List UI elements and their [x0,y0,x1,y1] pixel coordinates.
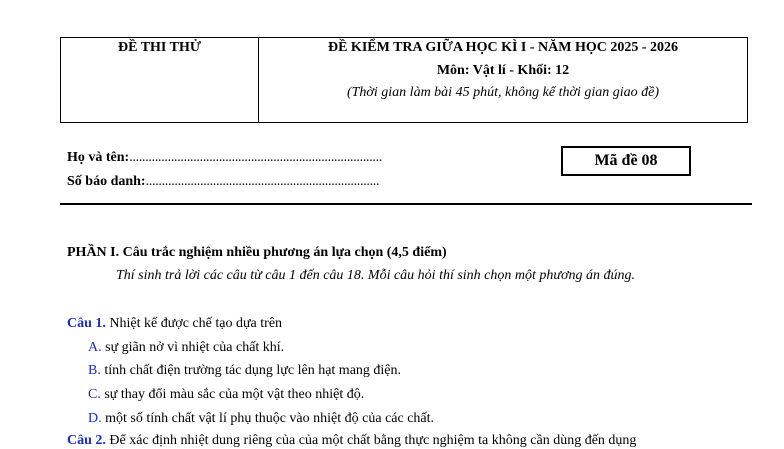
exam-title: ĐỀ KIỂM TRA GIỮA HỌC KÌ I - NĂM HỌC 2025 - 2026 [327,40,678,55]
question-2-label: Câu 2. [67,433,106,448]
question-1-option-d [88,411,434,427]
part1-instruction: Thí sinh trả lời các câu từ câu 1 đến câu 18. Mỗi câu hỏi thí sinh chọn một phương án đúng. [116,268,636,283]
option-d-label: D. [88,411,102,426]
option-c-label: C. [88,387,101,402]
question-1-option-a [88,340,284,356]
question-1-option-b [88,363,401,379]
student-id-dots: ......................................................................... [145,174,380,189]
part1-title: PHẦN I. Câu trắc nghiệm nhiều phương án lựa chọn (4,5 điểm) [67,245,447,260]
option-a-label: A. [88,340,102,355]
header-left-cell [61,38,259,122]
student-id-line [67,174,379,190]
question-1-option-c [88,387,364,403]
option-c-text: sự thay đổi màu sắc của một vật theo nhiệt độ. [100,387,365,402]
header-right-cell [259,38,747,122]
exam-code: Mã đề 08 [594,152,658,169]
student-name-line [67,150,382,166]
student-name-dots: ............................................................................... [129,150,383,165]
header-table [60,37,748,123]
question-1 [67,316,282,332]
practice-exam-label: ĐỀ THI THỬ [118,40,201,55]
subject-line: Môn: Vật lí - Khối: 12 [436,63,570,78]
question-2-text: Để xác định nhiệt dung riêng của của một chất bằng thực nghiệm ta không cần dùng đến dụng [105,433,637,448]
time-note: (Thời gian làm bài 45 phút, không kể thời gian giao đề) [346,85,660,100]
exam-code-box [561,146,691,176]
option-d-text: một số tính chất vật lí phụ thuộc vào nhiệt độ của các chất. [101,411,435,426]
student-id-label: Số báo danh: [67,174,146,189]
question-1-text: Nhiệt kế được chế tạo dựa trên [105,316,283,331]
student-name-label: Họ và tên: [67,150,130,165]
header-divider [60,203,752,205]
option-b-text: tính chất điện trường tác dụng lực lên hạt mang điện. [100,363,402,378]
option-b-label: B. [88,363,101,378]
option-a-text: sự giãn nở vì nhiệt của chất khí. [101,340,285,355]
question-1-label: Câu 1. [67,316,106,331]
question-2-partial [67,433,636,449]
